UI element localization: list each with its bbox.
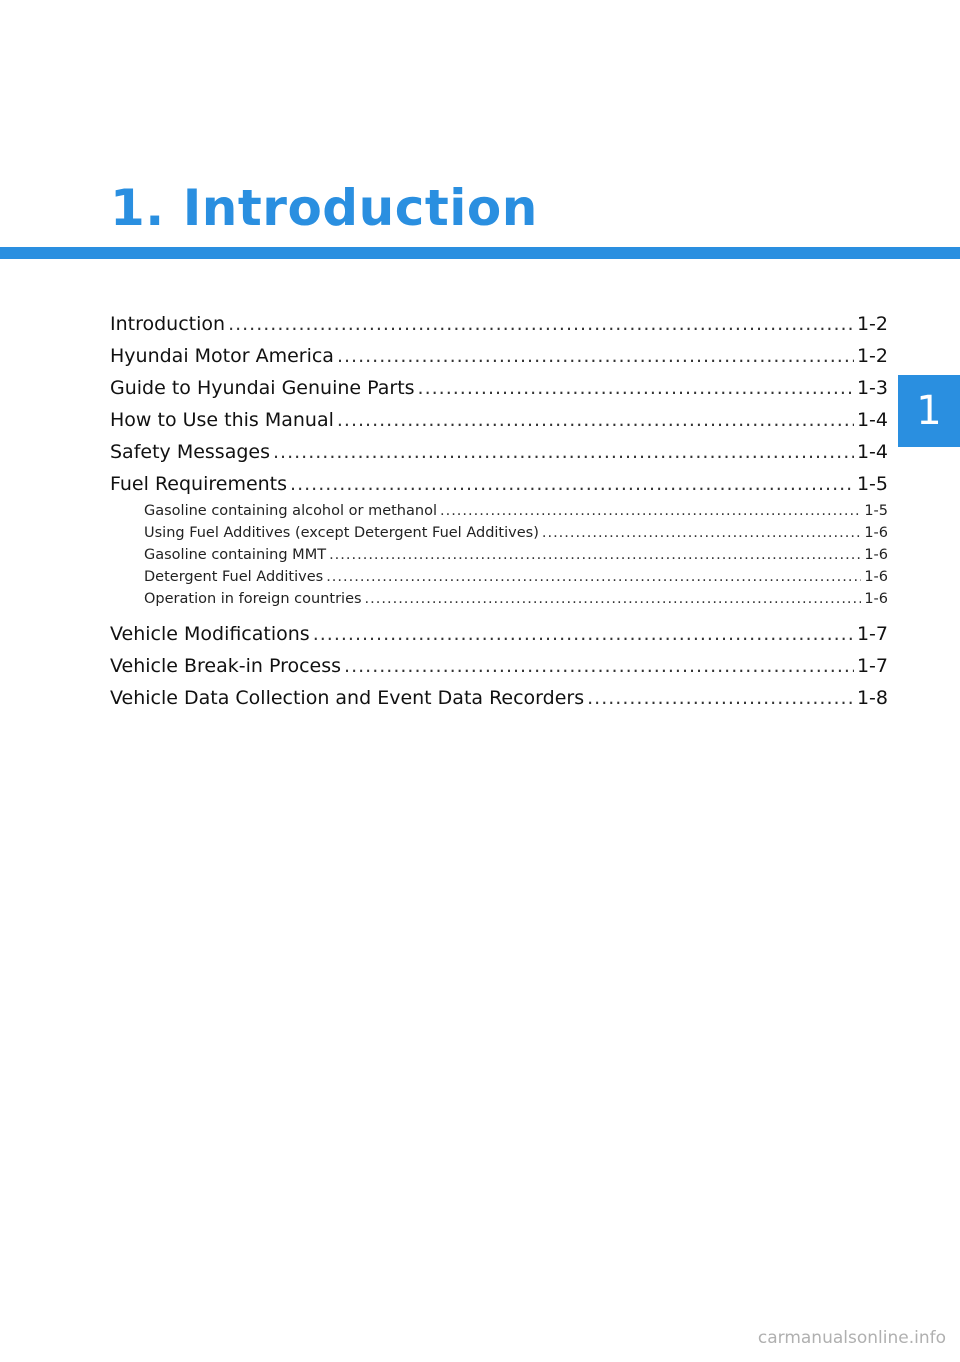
toc-entry-page: 1-4 [856,441,888,463]
title-rule [0,247,960,259]
toc-leader-dots [273,436,854,468]
toc-leader-dots [337,404,854,436]
toc-leader-dots [329,544,861,566]
toc-entry[interactable] [110,618,888,650]
toc-entry[interactable] [110,308,888,340]
toc-subentry[interactable] [110,588,888,610]
toc-entry[interactable] [110,340,888,372]
toc-entry-page: 1-6 [864,547,888,563]
toc-entry[interactable] [110,372,888,404]
toc-entry-page: 1-6 [864,591,888,607]
toc-leader-dots [418,372,854,404]
toc-leader-dots [290,468,854,500]
toc-entry-label: Using Fuel Additives (except Detergent Fuel Additives) [144,525,539,541]
toc-entry-page: 1-4 [856,409,888,431]
toc-leader-dots [542,522,861,544]
chapter-title: 1. Introduction [110,179,538,237]
toc-leader-dots [440,500,861,522]
toc-entry-label: Vehicle Data Collection and Event Data Recorders [110,687,585,709]
toc-subentry[interactable] [110,544,888,566]
toc-leader-dots [344,650,854,682]
toc-entry-page: 1-2 [856,313,888,335]
toc-entry-label: Introduction [110,313,226,335]
toc-entry-page: 1-5 [856,473,888,495]
toc-subentry[interactable] [110,566,888,588]
toc-leader-dots [326,566,861,588]
toc-entry-label: Vehicle Break-in Process [110,655,342,677]
toc-entry-label: Gasoline containing MMT [144,547,327,563]
toc-entry-label: Operation in foreign countries [144,591,362,607]
toc-leader-dots [587,682,854,714]
toc-subentry[interactable] [110,500,888,522]
toc-leader-dots [337,340,854,372]
toc-entry-label: Detergent Fuel Additives [144,569,324,585]
toc-entry-label: Hyundai Motor America [110,345,334,367]
toc-subentry[interactable] [110,522,888,544]
toc-entry[interactable] [110,468,888,500]
table-of-contents [110,308,888,714]
toc-entry-page: 1-6 [864,525,888,541]
chapter-tab[interactable]: 1 [898,375,960,447]
toc-entry[interactable] [110,404,888,436]
toc-entry-page: 1-2 [856,345,888,367]
toc-entry-page: 1-6 [864,569,888,585]
toc-entry[interactable] [110,682,888,714]
toc-entry-label: Gasoline containing alcohol or methanol [144,503,437,519]
toc-entry-label: Safety Messages [110,441,270,463]
toc-entry[interactable] [110,436,888,468]
watermark: carmanualsonline.info [757,1328,946,1348]
toc-entry-page: 1-3 [856,377,888,399]
toc-leader-dots [313,618,854,650]
toc-entry[interactable] [110,650,888,682]
toc-entry-page: 1-7 [856,655,888,677]
toc-entry-label: Guide to Hyundai Genuine Parts [110,377,415,399]
toc-entry-label: Vehicle Modifications [110,623,310,645]
toc-leader-dots [228,308,854,340]
toc-entry-page: 1-8 [856,687,888,709]
toc-entry-page: 1-7 [856,623,888,645]
toc-entry-page: 1-5 [864,503,888,519]
toc-entry-label: Fuel Requirements [110,473,288,495]
toc-entry-label: How to Use this Manual [110,409,334,431]
toc-leader-dots [365,588,862,610]
